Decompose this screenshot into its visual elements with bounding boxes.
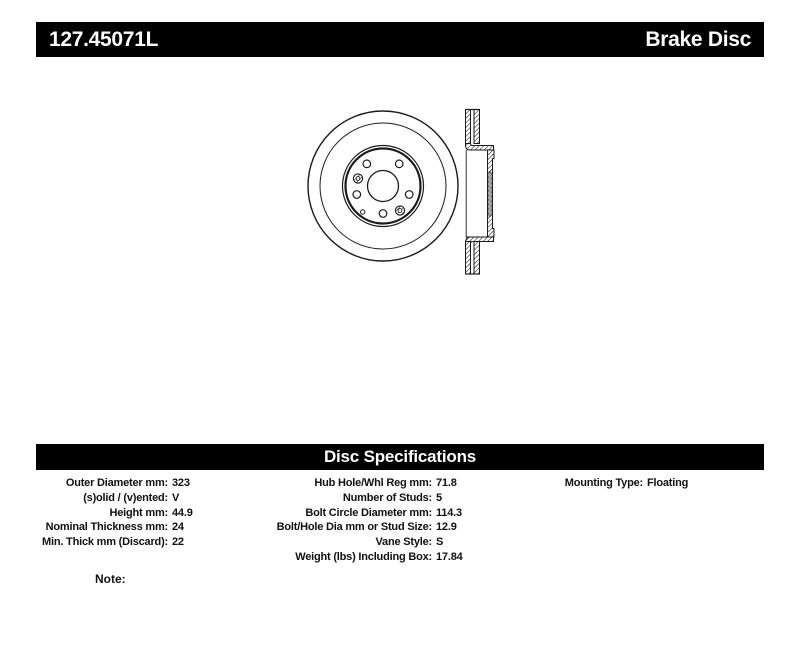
spec-label: Height mm:	[109, 506, 168, 519]
spec-value: 24	[172, 521, 184, 534]
spec-label: Bolt/Hole Dia mm or Stud Size:	[276, 521, 432, 534]
cross-section-top-plate	[466, 110, 471, 144]
note-label: Note:	[95, 572, 126, 586]
part-number: 127.45071L	[49, 27, 159, 51]
spec-value: 323	[172, 477, 190, 489]
hub-flange-outer-circle	[343, 146, 424, 227]
spec-value: 44.9	[172, 506, 193, 519]
spec-row	[217, 520, 463, 535]
stud-hole	[405, 191, 413, 199]
spec-row	[18, 535, 193, 550]
brake-disc-front-view	[308, 111, 458, 261]
spec-row	[217, 550, 463, 565]
hub-flange-inner-circle	[346, 149, 421, 224]
spec-label: Min. Thick mm (Discard):	[42, 536, 168, 549]
spec-row	[18, 476, 193, 491]
stud-hole	[379, 210, 387, 218]
header-bar	[36, 22, 764, 57]
spec-row	[217, 535, 463, 550]
spec-row	[217, 506, 463, 521]
cross-section-bolt-hole	[489, 172, 491, 216]
friction-surface-circle	[320, 123, 446, 249]
spec-label: Bolt Circle Diameter mm:	[305, 506, 432, 519]
cross-section-top-plate	[474, 110, 480, 144]
spec-value: 71.8	[436, 477, 457, 489]
stud-hole	[353, 191, 361, 199]
spec-label: (s)olid / (v)ented:	[83, 491, 168, 504]
outer-diameter-circle	[308, 111, 458, 261]
spec-value: 17.84	[436, 550, 463, 563]
spec-value: S	[436, 536, 444, 549]
cross-section-top-web	[466, 144, 494, 151]
spec-label: Mounting Type:	[564, 477, 643, 489]
spec-value: 22	[172, 536, 184, 549]
stud-hole	[363, 160, 371, 168]
spec-label: Vane Style:	[375, 536, 432, 549]
set-screw	[353, 174, 362, 183]
spec-row	[18, 506, 193, 521]
spec-value: 5	[436, 491, 442, 504]
spec-row	[217, 476, 463, 491]
spec-column-middle	[217, 476, 463, 565]
stud-hole	[395, 160, 403, 168]
spec-row	[18, 491, 193, 506]
spec-row	[217, 491, 463, 506]
cross-section-bottom-plate	[474, 242, 480, 275]
spec-value: V	[172, 491, 180, 504]
spec-row	[500, 476, 688, 491]
spec-section-header	[36, 444, 764, 470]
spec-label: Nominal Thickness mm:	[45, 521, 168, 534]
spec-value: Floating	[647, 477, 689, 489]
spec-section-title: Disc Specifications	[323, 447, 477, 466]
brake-disc-cross-section	[466, 110, 495, 275]
spec-row	[18, 520, 193, 535]
technical-drawing	[270, 95, 515, 285]
spec-label: Number of Studs:	[342, 491, 432, 504]
set-screw	[395, 206, 404, 215]
center-bore-circle	[368, 171, 399, 202]
product-title: Brake Disc	[645, 27, 751, 51]
spec-column-left	[18, 476, 193, 550]
spec-value: 12.9	[436, 521, 457, 534]
locating-hole	[361, 210, 365, 214]
spec-column-right	[500, 476, 688, 491]
cross-section-bottom-plate	[466, 242, 471, 275]
spec-label: Outer Diameter mm:	[65, 477, 168, 489]
spec-value: 114.3	[436, 506, 462, 519]
spec-label: Hub Hole/Whl Reg mm:	[314, 477, 432, 489]
spec-label: Weight (lbs) Including Box:	[295, 550, 432, 563]
